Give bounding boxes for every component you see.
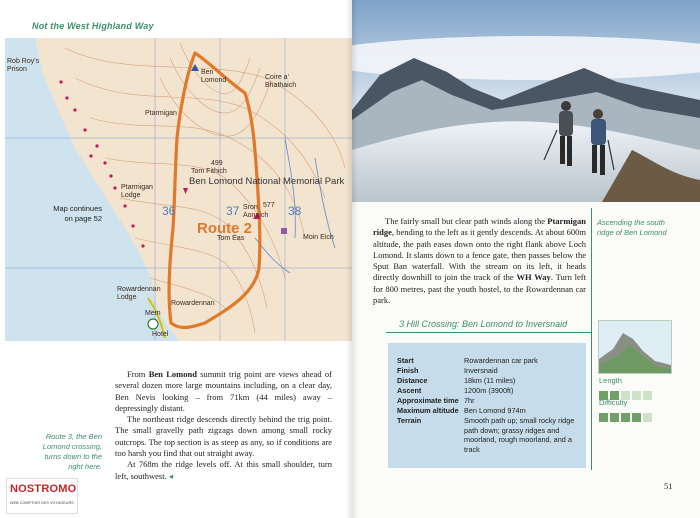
info-value: Smooth path up; small rocky ridge path down; grassy ridges and moorland, rough moorland, and a track bbox=[464, 416, 575, 454]
map-label-tom-fithich: Tom Fithich bbox=[191, 168, 227, 175]
left-body-text bbox=[115, 369, 332, 482]
photo-caption: Ascending the south ridge of Ben Lomond bbox=[597, 218, 667, 237]
bold-text: Ben Lomond bbox=[148, 369, 197, 379]
section-rule bbox=[386, 332, 591, 333]
paragraph bbox=[115, 414, 332, 459]
map-label-sron-aonaich: Sron Aonaich bbox=[243, 204, 269, 219]
map-continues-note: Map continues on page 52 bbox=[53, 204, 102, 223]
info-value: 1200m (3900ft) bbox=[464, 386, 514, 395]
map-label-rob-roys-prison: Rob Roy's Prison bbox=[7, 58, 40, 73]
grid-number: 36 bbox=[162, 204, 176, 218]
map-label-ben-lomond: Ben Lomond bbox=[201, 69, 227, 84]
map-label-hotel: Hotel bbox=[152, 331, 169, 338]
route-info-box bbox=[388, 343, 586, 468]
text-run: summit trig point are views ahead of several dozen more large mountains including, on a clear day, Ben Nevis looking – from 71km (44 miles) away – depressingly distant. bbox=[115, 369, 332, 413]
logo-subtext: WEB COMPTOIR DES VOYAGEURS bbox=[10, 501, 74, 505]
text-run: The fairly small but clear path winds along the bbox=[385, 216, 548, 226]
map-label-park: Ben Lomond National Memorial Park bbox=[189, 176, 345, 187]
map-label-mem: Mem bbox=[145, 310, 161, 317]
rating-square bbox=[599, 413, 608, 422]
grid-number: 37 bbox=[226, 204, 240, 218]
info-key: Finish bbox=[397, 366, 419, 375]
map-label-spot-577: 577 bbox=[263, 202, 275, 209]
paragraph bbox=[373, 216, 586, 306]
map-label-tom-eas: Tom Eas bbox=[217, 235, 245, 242]
rating-square bbox=[632, 413, 641, 422]
text-run: At 768m the ridge levels off. At this small shoulder, turn left, southwest. bbox=[115, 459, 332, 481]
route-2-label: Route 2 bbox=[197, 220, 253, 237]
rating-square bbox=[621, 413, 630, 422]
rating-square bbox=[643, 391, 652, 400]
length-rating bbox=[599, 387, 654, 396]
logo-text: NOSTROMO bbox=[10, 483, 77, 495]
bold-text: WH Way bbox=[516, 272, 551, 283]
text-run: The northeast ridge descends directly behind the trig point. The small gravelly path zigzags down among small rocky outcrops. The top section is as steep as any, so if conditions are too harsh you find that out straight away. bbox=[115, 414, 332, 459]
info-key: Distance bbox=[397, 376, 428, 385]
info-value: 7hr bbox=[464, 396, 475, 405]
map-graphic bbox=[5, 38, 352, 341]
book-gutter bbox=[346, 0, 358, 518]
text-run: , bending to the left as it gently descends. At about 600m altitude, the path eases down onto the right flank above Loch Lomond. It slants down to a fence gate, then passes below the Sput Ban waterfall. With the stream on its left, it heads directly downhill to join the track of the bbox=[373, 227, 586, 283]
difficulty-label: Difficulty bbox=[599, 398, 628, 407]
section-title: 3 Hill Crossing: Ben Lomond to Inversnaid bbox=[399, 319, 568, 329]
grid-number: 38 bbox=[288, 204, 302, 218]
map-marker-icon bbox=[281, 228, 287, 234]
left-margin-caption: Route 3, the Ben Lomond crossing, turns down to the right here. bbox=[42, 432, 102, 471]
bold-text: Ptarmigan ridge bbox=[373, 216, 586, 238]
info-marker-icon bbox=[148, 319, 158, 329]
map-label-coire-a-bhathaich: Coire a' Bhathaich bbox=[265, 74, 297, 89]
text-run: . Turn left for 800 metres, past the youth hostel, to the Rowardennan car park. bbox=[373, 272, 586, 306]
rating-square bbox=[610, 413, 619, 422]
paragraph bbox=[115, 369, 332, 414]
info-key: Maximum altitude bbox=[397, 406, 459, 415]
info-key: Ascent bbox=[397, 386, 422, 395]
info-key: Start bbox=[397, 356, 414, 365]
info-key: Terrain bbox=[397, 416, 422, 425]
info-key: Approximate time bbox=[397, 396, 459, 405]
map-label-rowardennan-lodge: Rowardennan Lodge bbox=[117, 286, 161, 301]
difficulty-rating bbox=[599, 409, 654, 418]
mountain-photo bbox=[352, 0, 700, 202]
rating-square bbox=[643, 413, 652, 422]
map-label-moin-eich: Moin Eich bbox=[303, 234, 334, 241]
paragraph bbox=[115, 459, 332, 482]
profile-svg bbox=[599, 321, 671, 373]
route-map bbox=[5, 38, 352, 341]
end-mark-icon: ◂ bbox=[168, 470, 174, 481]
page-number: 51 bbox=[664, 481, 673, 491]
map-label-ptarmigan: Ptarmigan bbox=[145, 110, 177, 117]
info-value: Ben Lomond 974m bbox=[464, 406, 526, 415]
right-body-text bbox=[373, 216, 586, 306]
margin-rule bbox=[591, 208, 592, 470]
photo-graphic bbox=[352, 0, 700, 202]
elevation-profile-graphic bbox=[598, 320, 672, 374]
text-run: From bbox=[127, 369, 149, 379]
running-head: Not the West Highland Way bbox=[32, 21, 154, 31]
length-label: Length bbox=[599, 376, 622, 385]
info-value: Inversnaid bbox=[464, 366, 498, 375]
map-label-ptarmigan-lodge: Ptarmigan Lodge bbox=[121, 184, 153, 199]
info-value: Rowardennan car park bbox=[464, 356, 538, 365]
nostromo-logo bbox=[6, 478, 78, 514]
rating-square bbox=[632, 391, 641, 400]
info-value: 18km (11 miles) bbox=[464, 376, 516, 385]
map-label-rowardennan: Rowardennan bbox=[171, 300, 215, 307]
map-label-spot-499: 499 bbox=[211, 160, 223, 167]
